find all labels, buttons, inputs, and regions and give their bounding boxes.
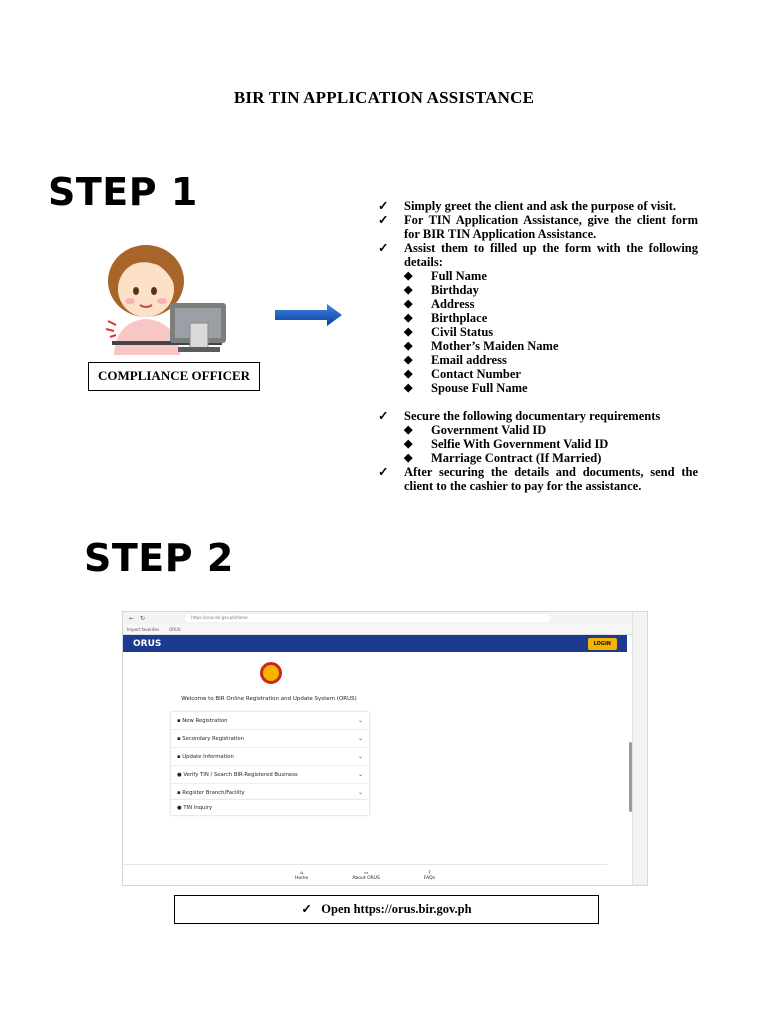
diamond-bullet-icon: ◆ <box>404 424 413 436</box>
footer-about: ▭ About ORUS <box>352 870 380 881</box>
orus-header <box>123 635 627 652</box>
instruction-item: ✓ After securing the details and documents, send the client to the cashier to pay for the assistance. <box>378 465 698 493</box>
browser-toolbar <box>123 612 647 624</box>
menu-item: ▪ New Registration ⌄ <box>171 712 369 730</box>
instruction-item: ✓ Assist them to filled up the form with the following details: <box>378 241 698 269</box>
welcome-text: Welcome to BIR Online Registration and Update System (ORUS) <box>181 696 357 702</box>
bir-emblem-icon <box>260 662 282 684</box>
orus-website-screenshot <box>123 612 647 885</box>
orus-footer <box>123 864 607 885</box>
login-button: LOGIN <box>588 638 617 650</box>
detail-item: ◆ Mother’s Maiden Name <box>404 339 559 353</box>
step-2-heading: STEP 2 <box>84 536 234 580</box>
diamond-bullet-icon: ◆ <box>404 382 413 394</box>
step-1-heading: STEP 1 <box>48 170 198 214</box>
check-icon: ✓ <box>301 902 312 916</box>
chevron-down-icon: ⌄ <box>357 789 363 796</box>
detail-item: ◆ Full Name <box>404 269 487 283</box>
diamond-bullet-icon: ◆ <box>404 326 413 338</box>
diamond-bullet-icon: ◆ <box>404 340 413 352</box>
check-icon: ✓ <box>378 465 389 479</box>
instruction-item: ✓ Simply greet the client and ask the purpose of visit. <box>378 199 676 213</box>
registration-menu <box>171 712 369 802</box>
chevron-down-icon: ⌄ <box>357 717 363 724</box>
diamond-bullet-icon: ◆ <box>404 438 413 450</box>
instructions-list <box>378 199 698 493</box>
browser-sidebar <box>632 612 647 885</box>
footer-faqs: ? FAQs <box>423 870 435 881</box>
detail-item: ◆ Civil Status <box>404 325 494 339</box>
detail-item: ◆ Birthplace <box>404 311 488 325</box>
instruction-item: ✓ For TIN Application Assistance, give the client form for BIR TIN Application Assistance. <box>378 213 698 241</box>
requirement-item: ◆ Marriage Contract (If Married) <box>404 451 602 465</box>
detail-item: ◆ Address <box>404 297 475 311</box>
diamond-bullet-icon: ◆ <box>404 354 413 366</box>
chevron-down-icon: ⌄ <box>357 753 363 760</box>
back-icon: ← <box>129 614 135 622</box>
check-icon: ✓ <box>378 213 389 227</box>
document-title: BIR TIN APPLICATION ASSISTANCE <box>233 88 535 107</box>
compliance-officer-illustration <box>100 245 240 357</box>
diamond-bullet-icon: ◆ <box>404 452 413 464</box>
detail-item: ◆ Contact Number <box>404 367 521 381</box>
diamond-bullet-icon: ◆ <box>404 368 413 380</box>
detail-item: ◆ Email address <box>404 353 507 367</box>
requirement-item: ◆ Selfie With Government Valid ID <box>404 437 609 451</box>
orus-logo: ORUS <box>133 638 162 649</box>
chevron-down-icon: ⌄ <box>357 735 363 742</box>
detail-item: ◆ Spouse Full Name <box>404 381 528 395</box>
check-icon: ✓ <box>378 199 389 213</box>
address-bar: https://orus.bir.gov.ph/home <box>185 614 551 622</box>
detail-item: ◆ Birthday <box>404 283 479 297</box>
check-icon: ✓ <box>378 241 389 255</box>
instruction-item: ✓ Secure the following documentary requirements <box>378 409 661 423</box>
requirement-item: ◆ Government Valid ID <box>404 423 547 437</box>
diamond-bullet-icon: ◆ <box>404 284 413 296</box>
tin-inquiry-item: ● TIN Inquiry <box>171 800 369 815</box>
compliance-officer-label: COMPLIANCE OFFICER <box>88 362 260 391</box>
bookmarks-bar: Import favorites ORUS <box>123 624 647 635</box>
chevron-down-icon: ⌄ <box>357 771 363 778</box>
right-arrow-icon <box>275 303 343 327</box>
check-icon: ✓ <box>378 409 389 423</box>
diamond-bullet-icon: ◆ <box>404 270 413 282</box>
menu-item: ▪ Register Branch/Facility ⌄ <box>171 784 369 802</box>
footer-home: ⌂ Home <box>295 870 309 881</box>
diamond-bullet-icon: ◆ <box>404 312 413 324</box>
open-url-caption: ✓ Open https://orus.bir.gov.ph <box>174 895 599 924</box>
menu-item: ● Verify TIN / Search BIR-Registered Business ⌄ <box>171 766 369 784</box>
refresh-icon: ↻ <box>140 614 146 622</box>
menu-item: ▪ Update Information ⌄ <box>171 748 369 766</box>
diamond-bullet-icon: ◆ <box>404 298 413 310</box>
menu-item: ▪ Secondary Registration ⌄ <box>171 730 369 748</box>
